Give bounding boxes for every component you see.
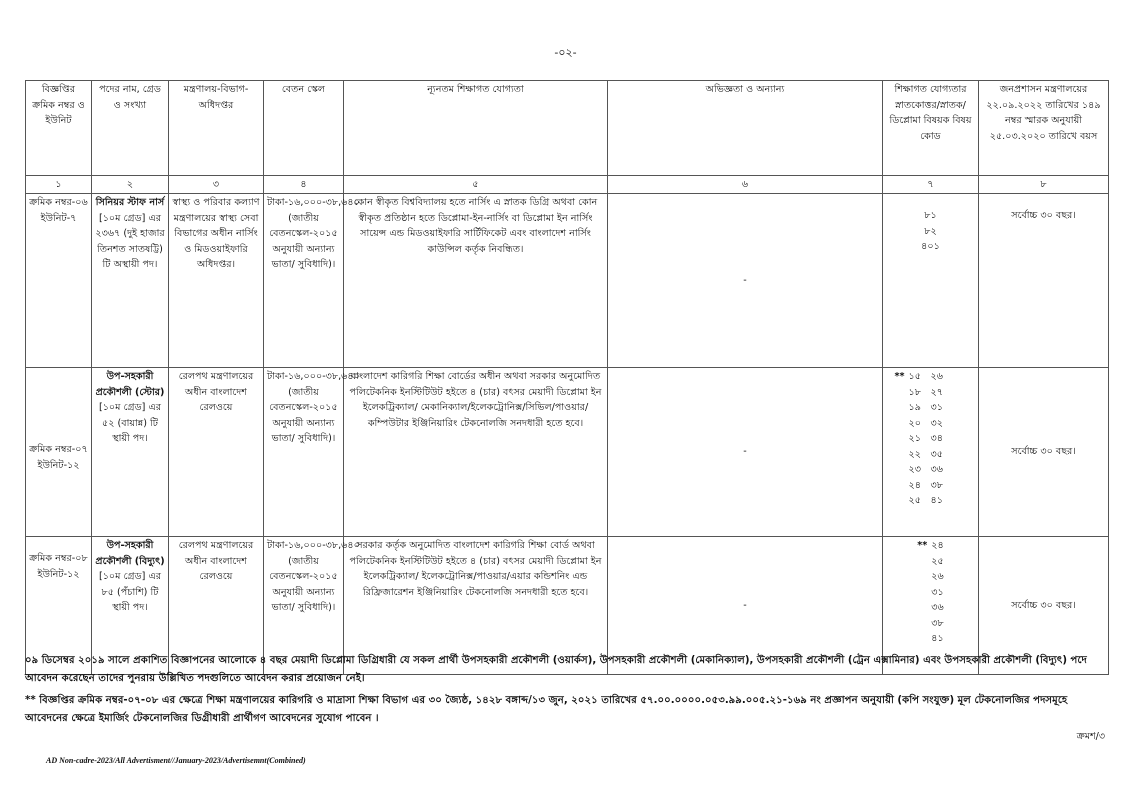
subject-code: ৩৫ [930, 448, 943, 460]
column-number: ৮ [979, 176, 1109, 194]
age-limit: সর্বোচ্চ ৩০ বছর। [979, 194, 1109, 368]
subject-code: ২৫ [931, 555, 944, 567]
qualification: কোন স্বীকৃত বিশ্ববিদ্যালয় হতে নার্সিং এ স্নাতক ডিগ্রি অথবা কোন স্বীকৃত প্রতিষ্ঠান হতে ডিপ্লোমা-ইন-নার্সিং বা ডিপ্লোমা ইন নার্সিং সায়েন্স এন্ড মিডওয়াইফারি সার্টিফিকেট এবং বাংলাদেশ নার্সিং কাউন্সিল কর্তৃক নিবন্ধিত। [344, 194, 608, 368]
subject-code: ৮২ [924, 225, 937, 237]
footer-file-path: AD Non-cadre-2023/All Advertisment//January-2023/Advertisemnt(Combined) [46, 756, 306, 765]
subject-code: ৩৬ [931, 602, 944, 613]
subject-code: ২৩ [908, 464, 921, 475]
subject-code-grid [909, 369, 967, 509]
subject-code: ২৬ [931, 571, 944, 582]
subject-code: ৩৮ [931, 617, 944, 629]
subject-code: ৩৬ [930, 464, 943, 475]
table-row [26, 194, 1109, 368]
subject-code: ২৬ [930, 371, 943, 382]
column-number: ৬ [608, 176, 883, 194]
subject-code: ২৪ [908, 479, 921, 491]
header-qualification: ন্যূনতম শিক্ষাগত যোগ্যতা [344, 81, 608, 176]
header-pay-scale: বেতন স্কেল [264, 81, 344, 176]
post-details: [১০ম গ্রেড] এর ২৩৬৭ (দুই হাজার তিনশত সাতষট্টি) টি অস্থায়ী পদ। [95, 212, 165, 270]
recruitment-table [25, 80, 1109, 675]
subject-code: ২৪ [931, 540, 944, 551]
ministry: স্বাস্থ্য ও পরিবার কল্যাণ মন্ত্রণালয়ের স্বাস্থ্য সেবা বিভাগের অধীন নার্সিং ও মিডওয়াইফারি অধিদপ্তর। [169, 194, 264, 368]
column-number: ৭ [883, 176, 979, 194]
serial-unit: ক্রমিক নম্বর-০৮ ইউনিট-১২ [26, 537, 92, 675]
qualification: সরকার কর্তৃক অনুমোদিত বাংলাদেশ কারিগরি শিক্ষা বোর্ড অথবা পলিটেকনিক ইনস্টিটিউট হইতে ৪ (চার) বৎসর মেয়াদী ডিপ্লোমা ইন ইলেকট্রিক্যাল/ ইলেকট্রোনিক্স/পাওয়ার/এয়ার কন্ডিশনিং এন্ড রিফ্রিজারেশন ইঞ্জিনিয়ারিং টেকনোলজি সনদধারী হতে হবে। [344, 537, 608, 675]
subject-code: ৩২ [930, 417, 943, 429]
subject-code: ২৫ [908, 495, 921, 506]
subject-code-list [931, 538, 943, 647]
post-title: উপ-সহকারী প্রকৌশলী (বিদ্যুৎ) [95, 540, 165, 567]
header-serial-unit: বিজ্ঞপ্তির ক্রমিক নম্বর ও ইউনিট [26, 81, 92, 176]
pay-scale: টাকা-১৬,০০০-৩৮,৬৪০ (জাতীয় বেতনস্কেল-২০১৫ অনুযায়ী অন্যান্য ভাতা/ সুবিধাদি)। [264, 368, 344, 537]
serial-unit: ক্রমিক নম্বর-০৬ ইউনিট-৭ [26, 194, 92, 368]
note-previous-applicants: ০৯ ডিসেম্বর ২০১৯ সালে প্রকাশিত বিজ্ঞাপনের আলোকে ৪ বছর মেয়াদী ডিপ্লোমা ডিগ্রিধারী যে সকল প্রার্থী উপসহকারী প্রকৌশলী (ওয়ার্কস), উপসহকারী প্রকৌশলী (মেকানিক্যাল), উপসহকারী প্রকৌশলী (ট্রেন এক্সামিনার) এবং উপসহকারী প্রকৌশলী (বিদ্যুৎ) পদে আবেদন করেছেন তাদের পুনরায় উল্লিখিত পদগুলিতে আবেদন করার প্রয়োজন নেই। [25, 655, 1087, 684]
subject-code: ৪১ [931, 633, 944, 644]
ministry: রেলপথ মন্ত্রণালয়ের অধীন বাংলাদেশ রেলওয়ে [169, 537, 264, 675]
column-number: ৩ [169, 176, 264, 194]
pay-scale: টাকা-১৬,০০০-৩৮,৬৪০ (জাতীয় বেতনস্কেল-২০১৫ অনুযায়ী অন্যান্য ভাতা/ সুবিধাদি)। [264, 194, 344, 368]
subject-code: ২২ [908, 448, 921, 460]
post-title: উপ-সহকারী প্রকৌশলী (স্টোর) [95, 371, 165, 398]
subject-code: ১৫ [908, 371, 921, 382]
subject-code: ৪০১ [921, 241, 940, 252]
experience: - [608, 537, 883, 675]
post-details: [১০ম গ্রেড] এর ৫২ (বায়ান্ন) টি স্থায়ী পদ। [98, 402, 162, 444]
subject-code: ২৭ [930, 386, 943, 398]
subject-code: ৩৮ [930, 479, 943, 491]
table-header-row [26, 81, 1109, 176]
page-number: -০২- [554, 46, 577, 59]
subject-code: ৩৪ [930, 433, 943, 444]
post-details: [১০ম গ্রেড] এর ৮৫ (পঁচাশি) টি স্থায়ী পদ। [98, 571, 162, 613]
ministry: রেলপথ মন্ত্রণালয়ের অধীন বাংলাদেশ রেলওয়ে [169, 368, 264, 537]
header-post-name: পদের নাম, গ্রেড ও সংখ্যা [92, 81, 169, 176]
age-limit: সর্বোচ্চ ৩০ বছর। [979, 368, 1109, 537]
asterisk-marker: ** [917, 540, 928, 551]
header-ministry: মন্ত্রণালয়-বিভাগ-অধিদপ্তর [169, 81, 264, 176]
subject-codes [883, 368, 979, 537]
experience: - [608, 194, 883, 368]
subject-code: ২০ [908, 417, 921, 429]
column-number: ৫ [344, 176, 608, 194]
table-row [26, 368, 1109, 537]
post-cell [92, 368, 169, 537]
note-emerging-technology: ** বিজ্ঞপ্তির ক্রমিক নম্বর-০৭-০৮ এর ক্ষেত্রে শিক্ষা মন্ত্রণালয়ের কারিগরি ও মাদ্রাসা শিক্ষা বিভাগ এর ৩০ জ্যৈষ্ঠ, ১৪২৮ বঙ্গাব্দ/১৩ জুন, ২০২১ তারিখের ৫৭.০০.০০০০.০৫৩.৯৯.০০৫.২১-১৬৯ নং প্রজ্ঞাপন অনুযায়ী (কপি সংযুক্ত) মূল টেকনোলজির পদসমূহে আবেদনের ক্ষেত্রে ইমার্জিং টেকনোলজির ডিগ্রীধারী প্রার্থীগণ আবেদনের সুযোগ পাবেন । [25, 695, 1068, 724]
column-number-row [26, 176, 1109, 194]
subject-code: ৮১ [924, 210, 937, 221]
serial-unit: ক্রমিক নম্বর-০৭ ইউনিট-১২ [26, 368, 92, 537]
subject-code: ৩১ [930, 402, 943, 413]
header-age-limit: জনপ্রশাসন মন্ত্রণালয়ের ২২.০৯.২০২২ তারিখের ১৪৯ নম্বর স্মারক অনুযায়ী ২৫.০৩.২০২০ তারিখে বয়স [979, 81, 1109, 176]
header-subject-codes: শিক্ষাগত যোগ্যতার স্নাতকোত্তর/স্নাতক/ ডিপ্লোমা বিষয়ক বিষয় কোড [883, 81, 979, 176]
asterisk-marker: ** [894, 371, 905, 382]
age-limit: সর্বোচ্চ ৩০ বছর। [979, 537, 1109, 675]
column-number: ১ [26, 176, 92, 194]
post-cell [92, 194, 169, 368]
post-title: সিনিয়র স্টাফ নার্স [95, 197, 165, 208]
experience: - [608, 368, 883, 537]
column-number: ২ [92, 176, 169, 194]
subject-code: ১৮ [908, 386, 921, 398]
subject-code: ৩১ [931, 586, 944, 598]
subject-code: ৪১ [930, 495, 943, 506]
header-experience: অভিজ্ঞতা ও অন্যান্য [608, 81, 883, 176]
subject-codes [883, 194, 979, 368]
column-number: ৪ [264, 176, 344, 194]
pay-scale: টাকা-১৬,০০০-৩৮,৬৪০ (জাতীয় বেতনস্কেল-২০১৫ অনুযায়ী অন্যান্য ভাতা/ সুবিধাদি)। [264, 537, 344, 675]
continued-marker: ক্রমশ/৩ [1076, 731, 1105, 742]
qualification: বাংলাদেশ কারিগরি শিক্ষা বোর্ডের অধীন অথবা সরকার অনুমোদিত পলিটেকনিক ইনস্টিটিউট হইতে ৪ (চার) বৎসর মেয়াদী ডিপ্লোমা ইন ইলেকট্রিক্যাল/ মেকানিক্যাল/ইলেকট্রোনিক্স/সিভিল/পাওয়ার/ কম্পিউটার ইঞ্জিনিয়ারিং টেকনোলজি সনদধারী হতে হবে। [344, 368, 608, 537]
subject-code: ২১ [908, 433, 921, 444]
subject-code: ১৯ [908, 402, 921, 413]
